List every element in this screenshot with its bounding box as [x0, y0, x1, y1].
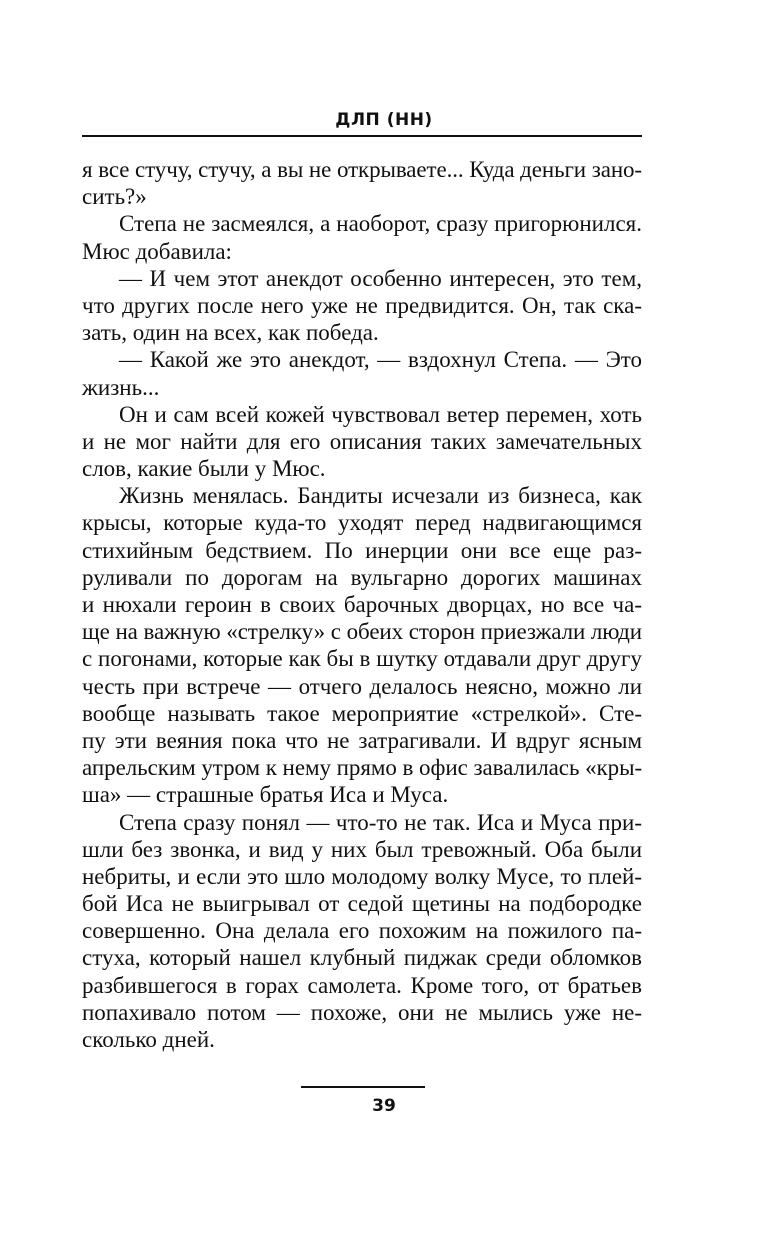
text-line: жизнь... [82, 374, 160, 400]
text-line: сколько дней. [82, 1027, 215, 1052]
text-line: разбившегося в горах самолета. Кроме того, от братьев [82, 972, 642, 998]
text-line: ще на важную «стрелку» с обеих сторон приезжали люди [82, 619, 642, 645]
text-line: совершенно. Она делала его похожим на пожилого па- [82, 918, 642, 944]
text-line: с погонами, которые как бы в шутку отдавали друг другу [82, 646, 642, 672]
text-line: честь при встрече — отчего делалось неясно, можно ли [82, 673, 642, 699]
paragraph [82, 156, 642, 210]
text-line: крысы, которые куда-то уходят перед надвигающимся [82, 510, 642, 536]
text-line: Мюс добавила: [82, 238, 232, 264]
text-line: руливали по дорогам на вульгарно дорогих машинах [82, 564, 642, 590]
text-line: сить?» [82, 184, 147, 210]
running-title: ДЛП (НН) [335, 110, 433, 130]
text-line: слов, какие были у Мюс. [82, 456, 326, 482]
footer-rule [301, 1086, 425, 1088]
text-line: ша» — страшные братья Иса и Муса. [82, 782, 449, 808]
page-number: 39 [372, 1096, 396, 1116]
text-line: Жизнь менялась. Бандиты исчезали из бизнеса, как [119, 483, 642, 509]
text-line: я все стучу, стучу, а вы не открываете... Куда деньги зано- [82, 157, 642, 182]
paragraph [82, 346, 642, 400]
paragraph [82, 482, 642, 808]
text-line: стуха, который нашел клубный пиджак среди обломков [82, 945, 642, 971]
text-line: стихийным бедствием. По инерции они все еще раз- [82, 537, 642, 563]
text-line: — Какой же это анекдот, — вздохнул Степа. — Это [119, 347, 642, 373]
text-line: и не мог найти для его описания таких замечательных [82, 428, 642, 454]
paragraph [82, 401, 642, 483]
text-line: зать, один на всех, как победа. [82, 320, 379, 346]
paragraph [82, 265, 642, 347]
paragraph [82, 809, 642, 1054]
text-line: и нюхали героин в своих барочных дворцах, но все ча- [82, 592, 642, 617]
text-line: — И чем этот анекдот особенно интересен, это тем, [119, 265, 642, 291]
header-rule [82, 135, 642, 137]
text-line: вообще называть такое мероприятие «стрелкой». Сте- [82, 700, 642, 726]
text-line: шли без звонка, и вид у них был тревожный. Оба были [82, 836, 642, 862]
text-line: Степа не засмеялся, а наоборот, сразу пригорюнился. [119, 211, 642, 237]
text-line: пу эти веяния пока что не затрагивали. И вдруг ясным [82, 727, 642, 753]
paragraph [82, 210, 642, 264]
text-line: что других после него уже не предвидится. Он, так ска- [82, 292, 642, 318]
text-line: бой Иса не выигрывал от седой щетины на подбородке [82, 891, 642, 917]
text-line: Он и сам всей кожей чувствовал ветер перемен, хоть [119, 401, 642, 427]
body-text [82, 156, 642, 1053]
text-line: апрельским утром к нему прямо в офис завалилась «кры- [82, 755, 643, 781]
text-line: Степа сразу понял — что-то не так. Иса и Муса при- [119, 809, 642, 835]
text-line: небриты, и если это шло молодому волку Мусе, то плей- [82, 863, 642, 889]
text-line: попахивало потом — похоже, они не мылись уже не- [82, 999, 642, 1025]
